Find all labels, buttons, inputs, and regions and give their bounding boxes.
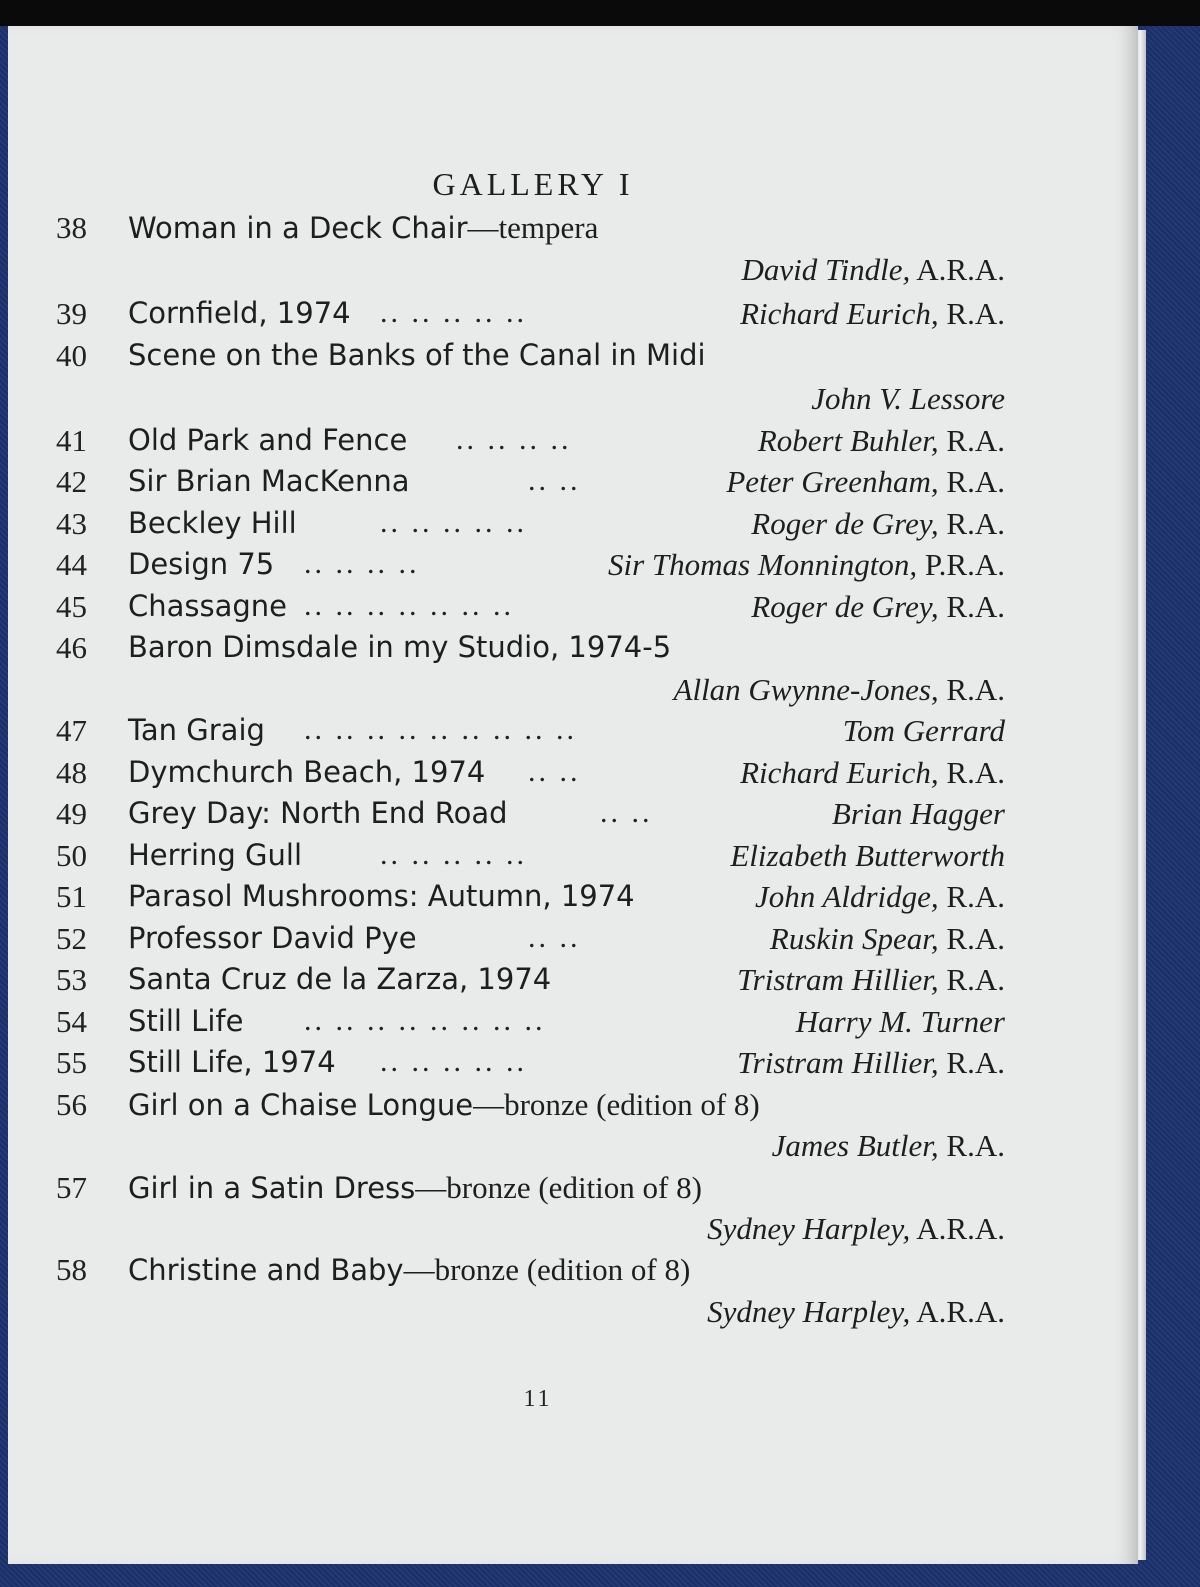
entry-artist: Ruskin Spear, R.A.: [769, 921, 1005, 956]
entry-medium: —bronze (edition of 8): [473, 1087, 760, 1122]
entry-number: 38: [56, 210, 87, 245]
entry-number: 49: [56, 796, 87, 831]
leader-dots: .. .. .. .. ..: [380, 296, 527, 329]
catalogue-page: [8, 26, 1138, 1564]
entry-number: 40: [56, 338, 87, 373]
catalogue-entry: [8, 879, 1138, 921]
leader-dots: .. .. .. ..: [304, 547, 420, 580]
catalogue-entry: [8, 755, 1138, 797]
entry-artist: Sydney Harpley, A.R.A.: [707, 1211, 1005, 1246]
entry-title: Design 75: [128, 547, 275, 581]
entry-title: Professor David Pye: [128, 921, 417, 955]
entry-number: 45: [56, 589, 87, 624]
entry-artist: Sir Thomas Monnington, P.R.A.: [607, 547, 1005, 582]
entry-artist: Richard Eurich, R.A.: [740, 755, 1005, 790]
entry-title: Woman in a Deck Chair—tempera: [128, 210, 599, 245]
leader-dots: .. .. .. .. .. .. ..: [304, 589, 514, 622]
entry-artist: Elizabeth Butterworth: [730, 838, 1005, 873]
entry-title: Santa Cruz de la Zarza, 1974: [128, 962, 552, 996]
entry-number: 57: [56, 1170, 87, 1205]
catalogue-entry: [8, 796, 1138, 838]
entry-artist-line: [8, 1294, 1138, 1336]
entry-title: Dymchurch Beach, 1974: [128, 755, 486, 789]
entry-title: Grey Day: North End Road: [128, 796, 508, 830]
entry-artist: Richard Eurich, R.A.: [740, 296, 1005, 331]
entry-artist: Robert Buhler, R.A.: [757, 423, 1005, 458]
leader-dots: .. .. .. .. ..: [380, 1045, 527, 1078]
catalogue-entry: [8, 1170, 1138, 1212]
entry-artist: John V. Lessore: [811, 381, 1005, 416]
entry-title: Still Life: [128, 1004, 244, 1038]
leader-dots: .. .. .. .. .. .. .. .. ..: [304, 713, 577, 746]
entry-number: 55: [56, 1045, 87, 1080]
entry-title: Christine and Baby—bronze (edition of 8): [128, 1252, 691, 1287]
entry-artist: Roger de Grey, R.A.: [751, 506, 1005, 541]
entry-medium: —bronze (edition of 8): [403, 1252, 691, 1287]
entry-medium: —bronze (edition of 8): [415, 1170, 702, 1205]
catalogue-entry: [8, 547, 1138, 589]
entry-medium: —tempera: [467, 210, 599, 245]
entry-title: Girl in a Satin Dress—bronze (edition of 8): [128, 1170, 702, 1205]
catalogue-entry: [8, 962, 1138, 1004]
leader-dots: .. ..: [528, 464, 581, 497]
entry-artist-line: [8, 1128, 1138, 1170]
entry-title: Scene on the Banks of the Canal in Midi: [128, 338, 706, 372]
catalogue-entry: [8, 1252, 1138, 1294]
entry-artist: Tristram Hillier, R.A.: [737, 962, 1005, 997]
entry-artist: Peter Greenham, R.A.: [726, 464, 1005, 499]
entry-number: 56: [56, 1087, 87, 1122]
entry-title: Still Life, 1974: [128, 1045, 336, 1079]
entry-number: 50: [56, 838, 87, 873]
entry-title: Girl on a Chaise Longue—bronze (edition of 8): [128, 1087, 760, 1122]
entry-number: 46: [56, 630, 87, 665]
entry-title: Chassagne: [128, 589, 288, 623]
catalogue-entry: [8, 838, 1138, 880]
entry-title: Herring Gull: [128, 838, 303, 872]
entry-artist: David Tindle, A.R.A.: [741, 252, 1005, 287]
leader-dots: .. .. .. .. .. .. .. ..: [304, 1004, 546, 1037]
entry-artist: John Aldridge, R.A.: [754, 879, 1005, 914]
leader-dots: .. ..: [600, 796, 653, 829]
catalogue-entry: [8, 506, 1138, 548]
catalogue-entry: [8, 1087, 1138, 1129]
entry-artist: Tom Gerrard: [842, 713, 1005, 748]
entry-artist-line: [8, 252, 1138, 294]
entry-artist-line: [8, 1211, 1138, 1253]
entry-number: 51: [56, 879, 87, 914]
entry-title: Old Park and Fence: [128, 423, 408, 457]
entry-artist-line: [8, 381, 1138, 423]
entry-number: 44: [56, 547, 87, 582]
entry-artist: James Butler, R.A.: [771, 1128, 1005, 1163]
entry-number: 39: [56, 296, 87, 331]
leader-dots: .. ..: [528, 755, 581, 788]
entry-number: 47: [56, 713, 87, 748]
catalogue-entry: [8, 921, 1138, 963]
leader-dots: .. ..: [528, 921, 581, 954]
entry-title: Parasol Mushrooms: Autumn, 1974: [128, 879, 635, 913]
entry-title: Beckley Hill: [128, 506, 297, 540]
entry-title: Cornfield, 1974: [128, 296, 351, 330]
entry-artist: Tristram Hillier, R.A.: [737, 1045, 1005, 1080]
entry-number: 42: [56, 464, 87, 499]
page-number: 11: [523, 1386, 553, 1412]
entry-artist: Harry M. Turner: [795, 1004, 1005, 1039]
gallery-heading: GALLERY I: [432, 166, 634, 202]
entry-number: 52: [56, 921, 87, 956]
leader-dots: .. .. .. .. ..: [380, 838, 527, 871]
catalogue-entry: [8, 1004, 1138, 1046]
entry-number: 43: [56, 506, 87, 541]
entry-number: 53: [56, 962, 87, 997]
entry-artist: Allan Gwynne-Jones, R.A.: [673, 672, 1005, 707]
entry-number: 48: [56, 755, 87, 790]
entry-artist: Brian Hagger: [831, 796, 1005, 831]
entry-title: Sir Brian MacKenna: [128, 464, 410, 498]
entry-number: 54: [56, 1004, 87, 1039]
entry-number: 41: [56, 423, 87, 458]
catalogue-entry: [8, 338, 1138, 380]
top-shadow: [0, 0, 1200, 26]
catalogue-entry: [8, 589, 1138, 631]
catalogue-entry: [8, 630, 1138, 672]
catalogue-entry: [8, 1045, 1138, 1087]
leader-dots: .. .. .. ..: [456, 423, 572, 456]
catalogue-entry: [8, 423, 1138, 465]
catalogue-entry: [8, 464, 1138, 506]
entry-artist: Roger de Grey, R.A.: [751, 589, 1005, 624]
catalogue-entry: [8, 210, 1138, 252]
entry-artist: Sydney Harpley, A.R.A.: [707, 1294, 1005, 1329]
entry-title: Tan Graig: [128, 713, 265, 747]
catalogue-entry: [8, 296, 1138, 338]
leader-dots: .. .. .. .. ..: [380, 506, 527, 539]
entry-artist-line: [8, 672, 1138, 714]
entry-title: Baron Dimsdale in my Studio, 1974-5: [128, 630, 672, 664]
entry-number: 58: [56, 1252, 87, 1287]
catalogue-entry: [8, 713, 1138, 755]
